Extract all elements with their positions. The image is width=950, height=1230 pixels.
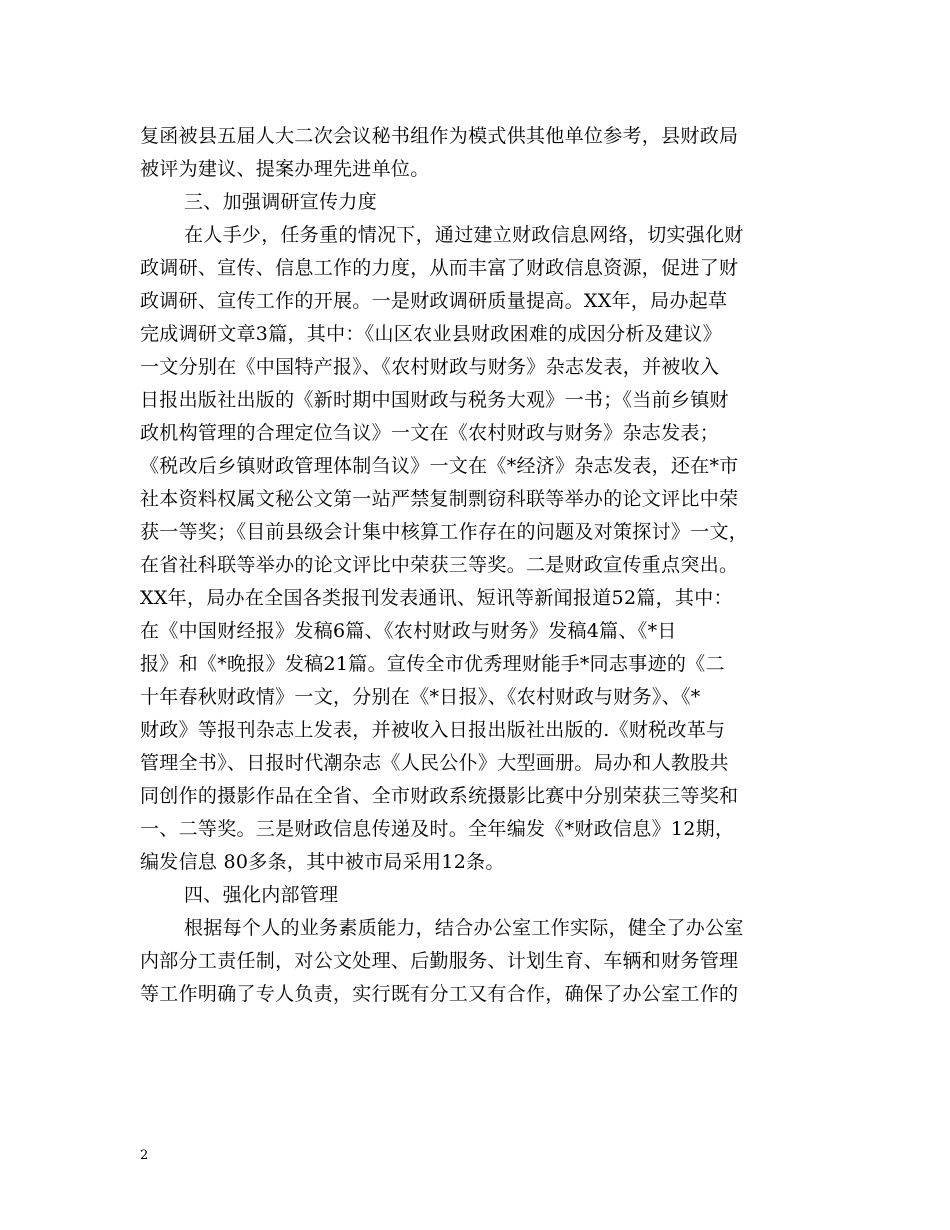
section-heading: 三、加强调研宣传力度: [184, 191, 378, 213]
text-line: 一、二等奖。三是财政信息传递及时。全年编发《*财政信息》12期，: [140, 818, 735, 840]
text-line: 财政》等报刊杂志上发表，并被收入日报出版社出版的.《财税改革与: [140, 719, 726, 741]
text-line: 在《中国财经报》发稿6篇、《农村财政与财务》发稿4篇、《*日: [140, 620, 677, 642]
text-line: 被评为建议、提案办理先进单位。: [140, 158, 430, 180]
document-body: [140, 120, 830, 1011]
text-line: 政调研、宣传、信息工作的力度，从而丰富了财政信息资源，促进了财: [140, 257, 739, 279]
text-line: 《税改后乡镇财政管理体制刍议》一文在《*经济》杂志发表，还在*市: [140, 455, 739, 477]
text-line: 管理全书》、日报时代潮杂志《人民公仆》大型画册。局办和人教股共: [140, 752, 729, 774]
text-line: 同创作的摄影作品在全省、全市财政系统摄影比赛中分别荣获三等奖和: [140, 785, 739, 807]
text-line: 十年春秋财政情》一文，分别在《*日报》、《农村财政与财务》、《*: [140, 686, 701, 708]
text-line: 政机构管理的合理定位刍议》一文在《农村财政与财务》杂志发表；: [140, 422, 720, 444]
text-line: 政调研、宣传工作的开展。一是财政调研质量提高。XX年，局办起草: [140, 290, 728, 312]
text-line: 获一等奖；《目前县级会计集中核算工作存在的问题及对策探讨》一文，: [140, 521, 749, 543]
text-line: 内部分工责任制，对公文处理、后勤服务、计划生育、车辆和财务管理: [140, 950, 739, 972]
text-line: 在省社科联等举办的论文评比中荣获三等奖。二是财政宣传重点突出。: [140, 554, 739, 576]
text-line: 完成调研文章3篇，其中：《山区农业县财政困难的成因分析及建议》: [140, 323, 722, 345]
text-line: 日报出版社出版的《新时期中国财政与税务大观》一书；《当前乡镇财: [140, 389, 729, 411]
text-line: 社本资料权属文秘公文第一站严禁复制剽窃科联等举办的论文评比中荣: [140, 488, 739, 510]
text-line: 复函被县五届人大二次会议秘书组作为模式供其他单位参考，县财政局: [140, 125, 739, 147]
section-heading: 四、强化内部管理: [184, 884, 339, 906]
text-line: 等工作明确了专人负责，实行既有分工又有合作，确保了办公室工作的: [140, 983, 739, 1005]
text-line: 根据每个人的业务素质能力，结合办公室工作实际，健全了办公室: [184, 917, 744, 939]
text-line: 在人手少，任务重的情况下，通过建立财政信息网络，切实强化财: [184, 224, 744, 246]
page-number: 2: [140, 1148, 149, 1163]
text-line: 报》和《*晚报》发稿21篇。宣传全市优秀理财能手*同志事迹的《二: [140, 653, 725, 675]
text-line: XX年，局办在全国各类报刊发表通讯、短讯等新闻报道52篇，其中：: [140, 587, 733, 609]
text-line: 编发信息 80多条，其中被市局采用12条。: [140, 851, 505, 873]
text-line: 一文分别在《中国特产报》、《农村财政与财务》杂志发表，并被收入: [140, 356, 720, 378]
